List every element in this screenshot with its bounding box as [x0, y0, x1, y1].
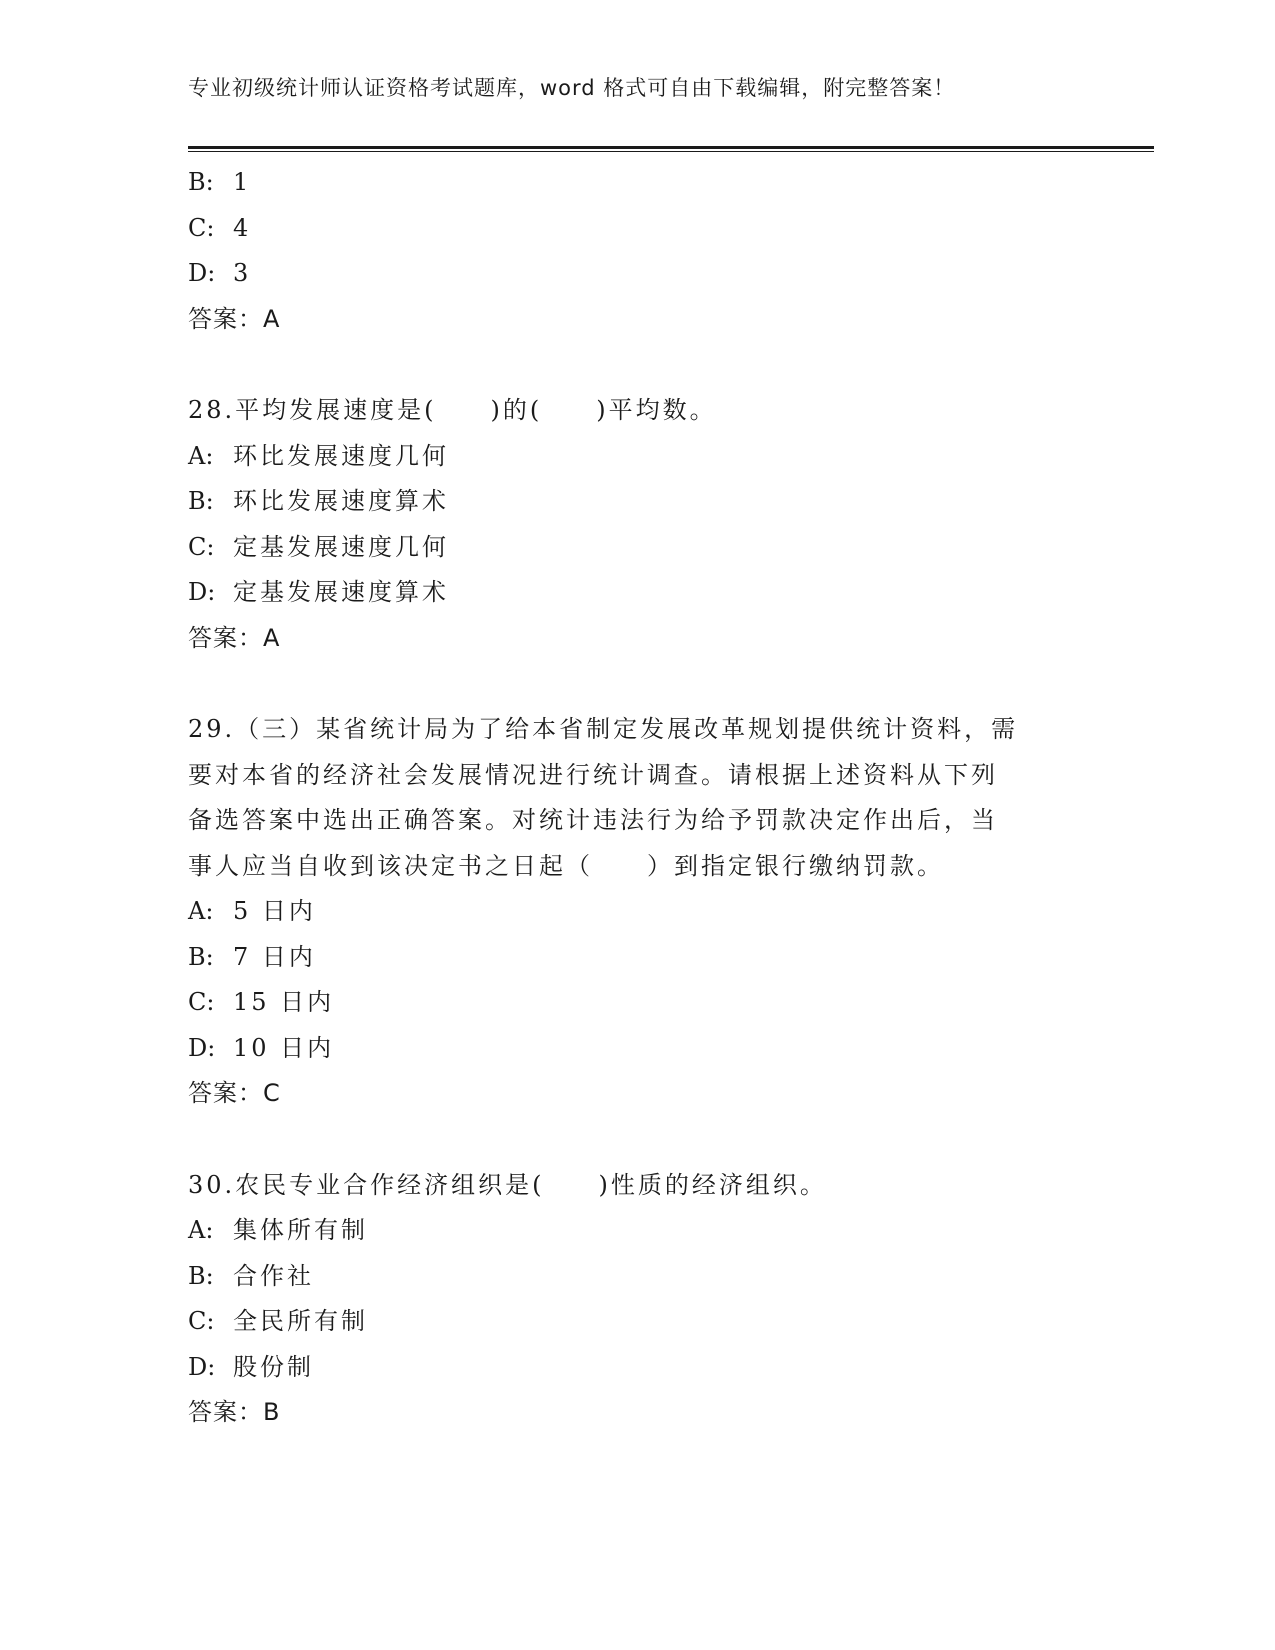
question-29 — [188, 707, 1088, 1117]
question-stem-line-1: 29.（三）某省统计局为了给本省制定发展改革规划提供统计资料，需 — [188, 715, 1019, 743]
option-c: C: 全民所有制 — [188, 1307, 368, 1335]
question-stem-line-3: 备选答案中选出正确答案。对统计违法行为给予罚款决定作出后，当 — [188, 806, 998, 834]
option-d: D: 定基发展速度算术 — [188, 578, 449, 606]
question-stem-line-4: 事人应当自收到该决定书之日起（ ）到指定银行缴纳罚款。 — [188, 851, 944, 880]
option-d: D: 10 日内 — [188, 1033, 335, 1062]
answer-line: 答案：A — [188, 623, 281, 652]
option-a: A: 5 日内 — [188, 897, 316, 925]
option-b: B: 1 — [188, 168, 252, 196]
spacer — [188, 661, 1088, 707]
answer-line: 答案：A — [188, 304, 281, 333]
question-stem: 30.农民专业合作经济组织是( )性质的经济组织。 — [188, 1170, 827, 1199]
option-a: A: 集体所有制 — [188, 1216, 368, 1244]
option-c: C: 4 — [188, 213, 252, 242]
page-header: 专业初级统计师认证资格考试题库，word 格式可自由下载编辑，附完整答案！ — [188, 76, 956, 100]
spacer — [188, 1117, 1088, 1163]
question-30 — [188, 1163, 1088, 1436]
answer-line: 答案：C — [188, 1079, 281, 1107]
option-c: C: 15 日内 — [188, 988, 335, 1016]
question-content — [188, 160, 1088, 1436]
option-a: A: 环比发展速度几何 — [188, 441, 449, 470]
question-stem: 28.平均发展速度是( )的( )平均数。 — [188, 396, 717, 424]
option-b: B: 合作社 — [188, 1261, 314, 1290]
option-d: D: 股份制 — [188, 1352, 314, 1381]
header-rule-thick — [188, 146, 1154, 149]
spacer — [188, 342, 1088, 388]
question-stem-line-2: 要对本省的经济社会发展情况进行统计调查。请根据上述资料从下列 — [188, 760, 998, 789]
question-28 — [188, 388, 1088, 661]
continued-question — [188, 160, 1088, 342]
answer-line: 答案：B — [188, 1398, 281, 1426]
option-c: C: 定基发展速度几何 — [188, 532, 449, 561]
option-d: D: 3 — [188, 259, 252, 287]
option-b: B: 7 日内 — [188, 942, 316, 971]
header-rule-thin — [188, 151, 1154, 152]
option-b: B: 环比发展速度算术 — [188, 487, 449, 515]
